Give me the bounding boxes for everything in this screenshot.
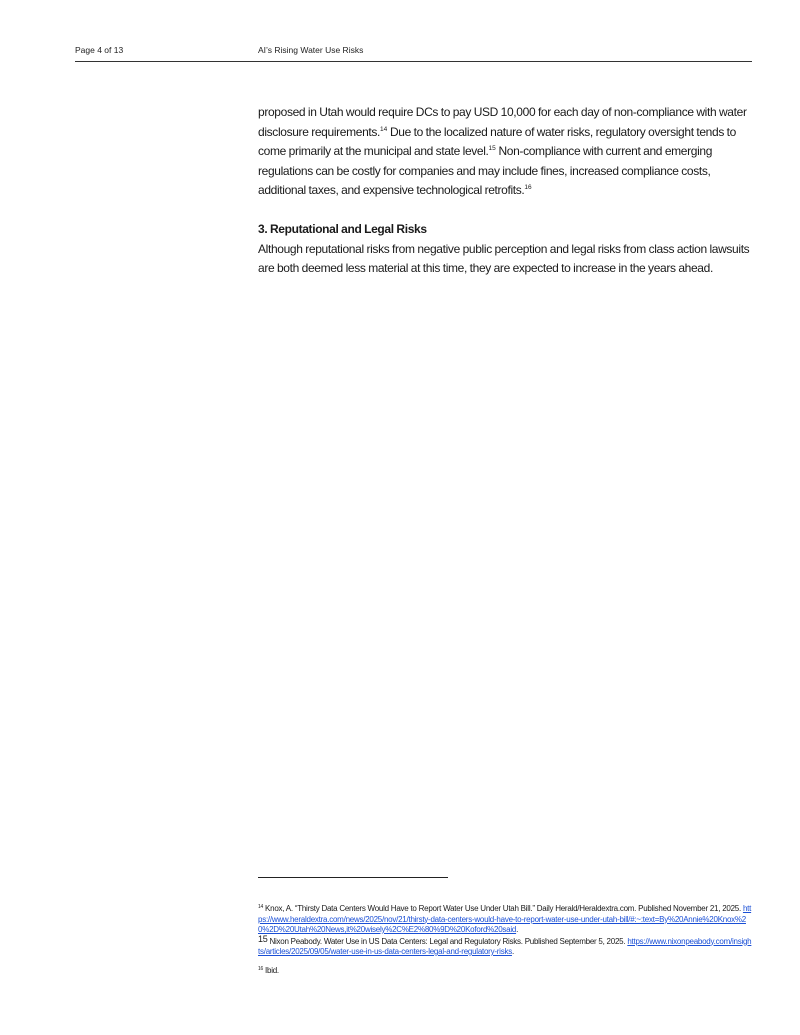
footnote-end: . [516,925,519,934]
footnote-ref-14[interactable]: 14 [380,125,388,133]
page-header [75,45,752,62]
footnote-number: 14 [258,904,264,910]
footnote-16 [258,966,752,977]
paragraph-regulatory [258,103,752,201]
footnote-number: 15 [258,933,268,944]
footnote-15 [258,933,752,958]
paragraph-reputational: Although reputational risks from negative public perception and legal risks from class action lawsuits are both deemed less material at this time, they are expected to increase in the years ahead. [258,241,750,276]
paragraph-text: Due to the localized nature of water risks, regulatory oversight tends to come primarily at the municipal and state level. [258,124,736,159]
footnote-text: Ibid. [263,965,279,975]
footnote-link[interactable]: https://www.nixonpeabody.com/insights/articles/2025/09/05/water-use-in-us-data-centers-legal-and-regulatory-risks [258,936,752,956]
paragraph-text: proposed in Utah would require DCs to pay USD 10,000 for each day of non-compliance with water disclosure requirements. [258,105,747,139]
section-heading: 3. Reputational and Legal Risks [258,221,427,236]
footnote-ref-16[interactable]: 16 [524,184,532,192]
footnote-text: Knox, A. “Thirsty Data Centers Would Have to Report Water Use Under Utah Bill.” Daily Herald/Heraldextra.com. Published November 21, 2025. [263,904,743,913]
paragraph-text: Non-compliance with current and emerging regulations can be costly for companies and may include fines, increased compliance costs, additional taxes, and expensive technological retrofits. [258,144,713,198]
footnote-text: Nixon Peabody. Water Use in US Data Centers: Legal and Regulatory Risks. Published September 5, 2025. [267,936,628,946]
footnote-14 [258,904,752,936]
main-body [258,103,752,279]
footnote-end: . [511,947,514,956]
footnotes [258,904,752,976]
footnote-ref-15[interactable]: 15 [488,145,496,153]
footnote-divider [258,877,448,878]
footnote-number: 16 [258,965,264,972]
document-title: AI’s Rising Water Use Risks [258,45,364,55]
footnote-link[interactable]: https://www.heraldextra.com/news/2025/nov/21/thirsty-data-centers-would-have-to-report-water-use-under-utah-bill/#:~:text=By%20Annie%20Knox%20%2D%20Utah%20News,it%20wisely%2C%E2%80%9D%20Koford%20said [258,904,752,934]
page-number: Page 4 of 13 [75,45,124,55]
